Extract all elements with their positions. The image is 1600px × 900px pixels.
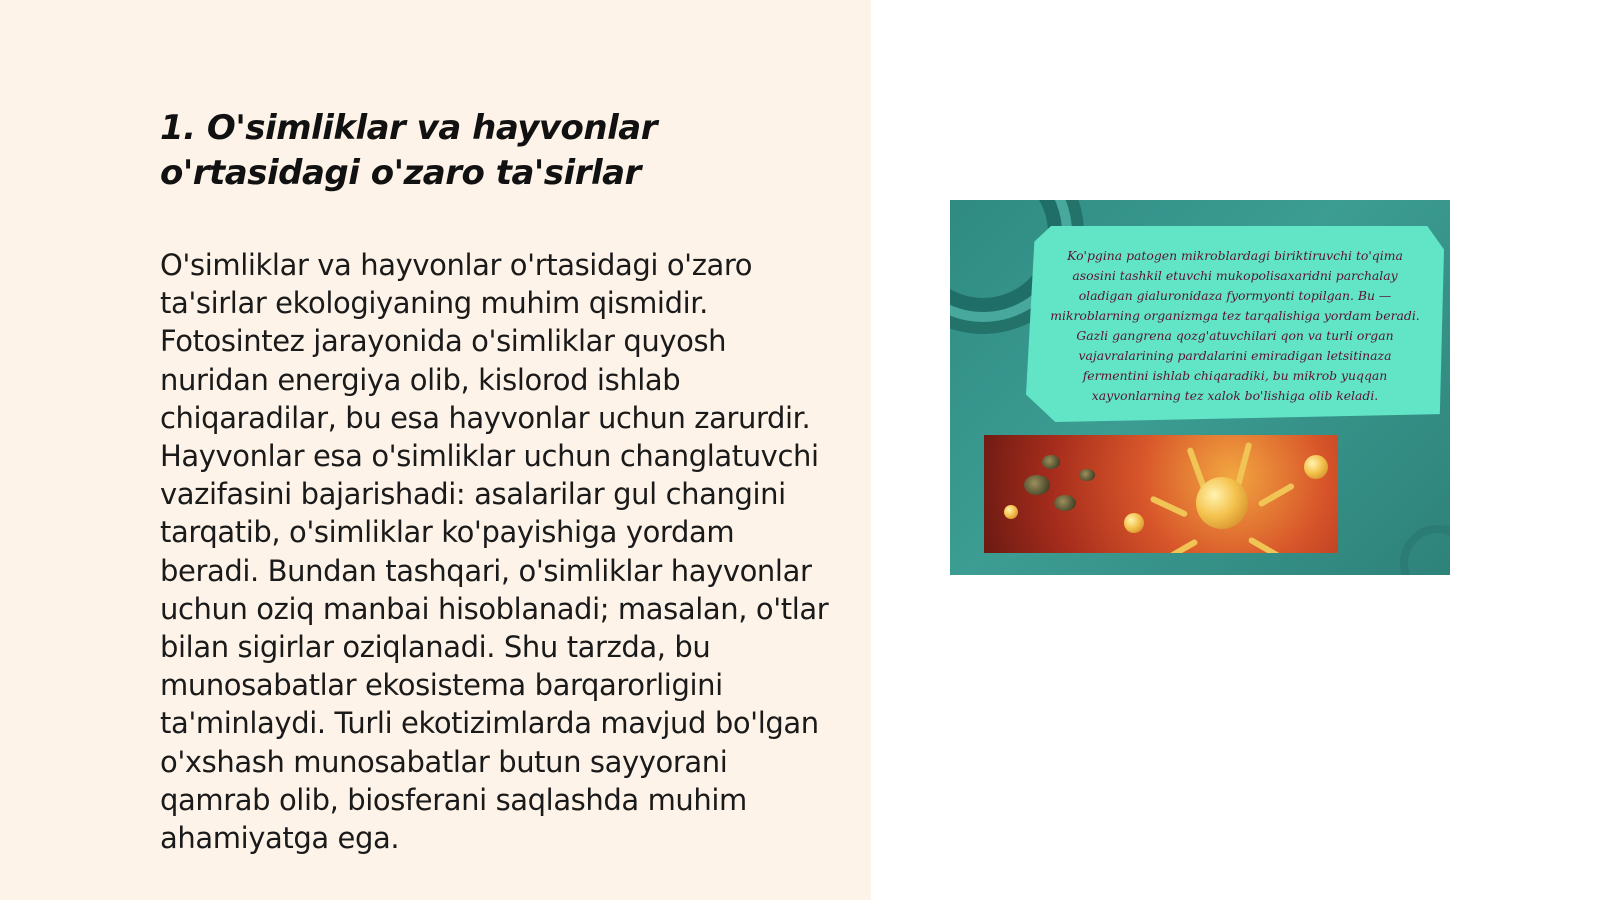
spike: [1258, 482, 1296, 507]
virus-cell: [1196, 477, 1248, 529]
virus-cell-small: [1304, 455, 1328, 479]
bacterium-cell: [1042, 455, 1060, 469]
slide-body-text: O'simliklar va hayvonlar o'rtasidagi o'zaro ta'sirlar ekologiyaning muhim qismidir. Fotosintez jarayonida o'simliklar quyosh nuridan energiya olib, kislorod ishlab chiqaradilar, bu esa hayvonlar uchun zarurdir. Hayvonlar esa o'simliklar uchun changlatuvchi vazifasini bajarishadi: asalarilar gul changini tarqatib, o'simliklar ko'payishiga yordam beradi. Bundan tashqari, o'simliklar hayvonlar uchun oziq manbai hisoblanadi; masalan, o'tlar bilan sigirlar oziqlanadi. Shu tarzda, bu munosabatlar ekosistema barqarorligini ta'minlaydi. Turli ekotizimlarda mavjud bo'lgan o'xshash munosabatlar butun sayyorani qamrab olib, biosferani saqlashda muhim ahamiyatga ega.: [160, 248, 829, 856]
spike: [1149, 495, 1188, 517]
bacterium-cell: [1054, 495, 1076, 511]
virus-cell-small: [1004, 505, 1018, 519]
decorative-swirl-corner: [1400, 525, 1450, 575]
image-caption-text: Ko'pgina patogen mikroblardagi biriktiruvchi to'qima asosini tashkil etuvchi mukopolisaxaridni parchalay oladigan gialuronidaza fyormyonti topilgan. Bu — mikroblarning organizmga tez tarqalishiga yordam beradi. Gazli gangrena qozg'atuvchilari qon va turli organ vajavralarining pardalarini emiradigan letsitinaza fermentini ishlab chiqaradiki, bu mikrob yuqqan xayvonlarning tez xalok bo'lishiga olib keladi.: [1050, 248, 1420, 403]
bacterium-cell: [1024, 475, 1050, 495]
spike: [1161, 538, 1199, 553]
virus-cell-small: [1124, 513, 1144, 533]
spike: [1248, 536, 1287, 553]
microbe-photo: [984, 435, 1338, 553]
illustration-image: [950, 200, 1450, 575]
bacterium-cell: [1079, 469, 1095, 481]
slide-heading: 1. O'simliklar va hayvonlar o'rtasidagi o'zaro ta'sirlar: [160, 108, 657, 193]
